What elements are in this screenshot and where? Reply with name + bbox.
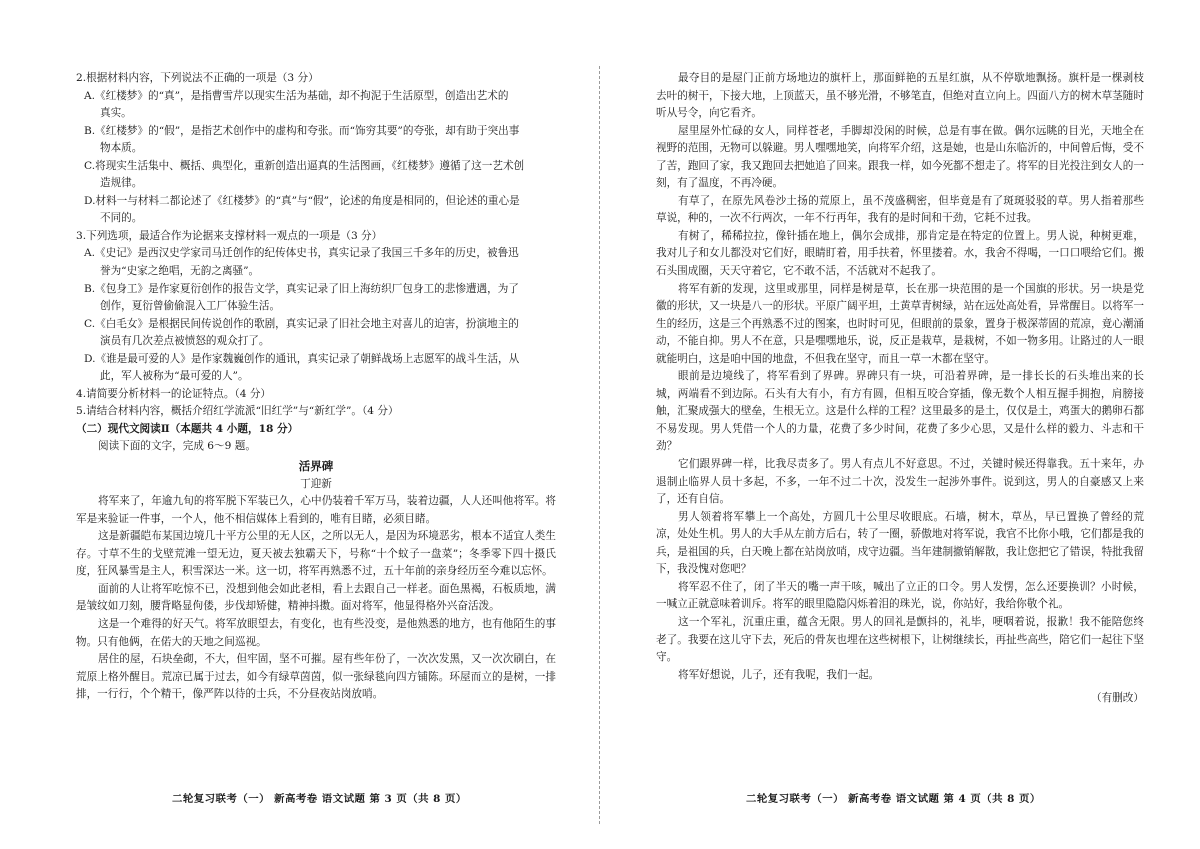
q3-option-c: C.《白毛女》是根据民间传说创作的歌剧，真实记录了旧社会地主对喜儿的迫害，扮演地主的 (84, 317, 519, 330)
article-paragraph: 将军有新的发现，这里或那里，同样是树是草，长在那一块范围的是一个国旗的形状。另一块是党徽的形状，又一块是八一的形状。平原广阔平坦，土黄草青树绿，站在远处高处看，异常醒目。以将军一生的经历，这是三个再熟悉不过的图案，也时时可见，但眼前的景象，置身于极深蒂固的荒凉，竟心潮涌动，不能自抑。男人不在意，只是嘿嘿地乐，说，反正是栽草，是栽树，不如一物多用。让路过的人一眼就能明白，这是咱中国的地盘，不但我在坚守，而且一草一木都在坚守。 (656, 282, 1144, 365)
q2-option-c-cont: 造规律。 (100, 177, 143, 190)
q2-option-d-cont: 不同的。 (100, 212, 143, 225)
q3-option-d: D.《谁是最可爱的人》是作家魏巍创作的通讯，真实记录了朝鲜战场上志愿军的战斗生活，从 (84, 352, 520, 365)
article-paragraph: 面前的人让将军吃惊不已，没想到他会如此老相，看上去跟自己一样老。面色黑褐，石板质地，满是皱纹如刀刻，腰背略显佝偻，步伐却矫健，精神抖擞。面对将军，他显得格外兴奋活泼。 (76, 582, 556, 613)
article-paragraph: 眼前是边境线了，将军看到了界碑。界碑只有一块，可沿着界碑，是一排长长的石头堆出来的长城，两端看不到边际。石头有大有小，有方有圆，但相互咬合穿插，像无数个人相互握手拥抱，肩膀接触，汇聚成强大的壁垒，生根无立。这是什么样的工程？这里最多的是土，仅仅是土，鸡蛋大的鹅卵石都不易发现。男人凭借一个人的力量，花费了多少时间，花费了多少心思，又是什么样的毅力、斗志和干劲？ (656, 370, 1144, 453)
article-paragraph: 将军好想说，儿子，还有我呢，我们一起。 (678, 668, 880, 681)
article-paragraph: 男人领着将军攀上一个高处，方圆几十公里尽收眼底。石墙，树木，草丛，早已置换了曾经的荒凉，处处生机。男人的大手从左前方后右，转了一圈，骄傲地对将军说，我官不比你小哦，它们都是我的兵，是祖国的兵，白天晚上都在站岗放哨，戍守边疆。当年建制撤销解散，我让您把它了错误，特批我留下，我没愧对您吧？ (656, 510, 1144, 576)
article-paragraph: 屋里屋外忙碌的女人，同样苍老，手脚却没闲的时候，总是有事在做。偶尔远眺的目光，天地全在视野的范围，无物可以躲避。男人嘿嘿地笑，向将军介绍，这是她，也是山东临沂的，中间曾后悔，受不了苦，跑回了家，我又跑回去把她追了回来。跟我一样，如今死都不想走了。将军的目光投注到女人的一刻，有了温度，不再冷硬。 (656, 124, 1144, 190)
article-paragraph: 有草了，在原先风卷沙土扬的荒原上，虽不茂盛稠密，但毕竟是有了斑斑驳驳的草。男人指着那些草说，种的，一次不行两次，一年不行再年，我有的是时间和干劲，它耗不过我。 (656, 194, 1144, 225)
article-paragraph: 将军忍不住了，闭了半天的嘴一声干咳，喊出了立正的口令。男人发愣，怎么还要换训？小时候，一喊立正就意味着训斥。将军的眼里隐隐闪烁着泪的珠光，说，你站好，我给你敬个礼。 (656, 580, 1144, 611)
left-page (76, 70, 556, 704)
q3-option-a-cont: 誉为“史家之绝唱，无韵之离骚”。 (100, 265, 260, 278)
section-heading: （二）现代文阅读Ⅱ（本题共 4 小题，18 分） (76, 422, 299, 435)
q2-option-b-cont: 物本质。 (100, 142, 143, 155)
article-paragraph: 有树了，稀稀拉拉，像针插在地上，偶尔会成排，那肯定是在特定的位置上。男人说，种树更难，我对儿子和女儿都没对它们好，眼睛盯着，用手扶着，怀里搂着。水，我舍不得喝，一口口喂给它们。搬石头围成圈，天天守着它，它不敢不活，不活就对不起我了。 (656, 229, 1144, 278)
question-3-stem: 3.下列选项，最适合作为论据来支撑材料一观点的一项是（3 分） (76, 229, 383, 242)
article-paragraph: 这是新疆皑布某国边境几十平方公里的无人区，之所以无人，是因为环境恶劣，根本不适宜人类生存。寸草不生的戈壁荒滩一望无边，夏天被去独霸天下，号称“十个蚊子一盘菜”；冬季零下四十摄氏度，狂风暴雪是主人，积雪深达一米。这一切，将军再熟悉不过，五十年前的亲身经历至今难以忘怀。 (76, 530, 556, 578)
edit-note: （有删改） (1091, 692, 1144, 705)
q2-option-a: A.《红楼梦》的“真”，是指曹雪芹以现实生活为基础，却不拘泥于生活原型，创造出艺术的 (84, 89, 509, 102)
q2-option-d: D.材料一与材料二都论述了《红楼梦》的“真”与“假”，论述的角度是相同的，但论述的重心是 (84, 194, 520, 207)
article-paragraph: 这是一个难得的好天气。将军放眼望去，有变化，也有些没变，是他熟悉的地方，也有他陌生的事物。只有他俩，在偌大的天地之间巡视。 (76, 617, 556, 648)
q2-option-a-cont: 真实。 (100, 107, 132, 120)
q3-option-b-cont: 创作，夏衍曾偷偷混入工厂体验生活。 (100, 300, 281, 313)
article-paragraph: 它们跟界碑一样，比我尽责多了。男人有点儿不好意思。不过，关键时候还得靠我。五十来年，办退制止临界人员十多起，不多，一年不过二十次，没发生一起涉外事件。说到这，男人的自豪感又上来了，还有自信。 (656, 458, 1144, 506)
q3-option-a: A.《史记》是西汉史学家司马迁创作的纪传体史书，真实记录了我国三千多年的历史，被鲁迅 (84, 247, 519, 260)
page-divider (599, 66, 600, 824)
article-paragraph: 最夺目的是屋门正前方场地边的旗杆上，那面鲜艳的五星红旗，从不停歇地飘扬。旗杆是一棵剥枝去叶的树干，下接大地，上顶蓝天，虽不够光滑，不够笔直，但绝对直立向上。四面八方的树木草茎随时听从号令，向它看齐。 (656, 72, 1144, 120)
page-footer-right: 二轮复习联考（一） 新高考卷 语文试题 第 4 页（共 8 页） (746, 793, 1041, 805)
q3-option-d-cont: 此，军人被称为“最可爱的人”。 (100, 370, 249, 383)
q3-option-c-cont: 演员有几次差点被愤怒的观众打了。 (100, 335, 270, 348)
question-4: 4.请简要分析材料一的论证特点。（4 分） (76, 387, 272, 400)
question-2-stem: 2.根据材料内容，下列说法不正确的一项是（3 分） (76, 72, 319, 84)
article-paragraph: 居住的屋，石块垒砌，不大，但牢固，坚不可摧。屋有些年份了，一次次发黑，又一次次刷白，在荒原上格外醒目。荒凉已属于过去，如今有绿草茵茵，似一张绿毯向四方铺陈。环屋而立的是树，一排排，一行行，个个精干，像严阵以待的士兵，不分昼夜站岗放哨。 (76, 653, 556, 701)
article-title: 活界碑 (298, 459, 334, 474)
article-paragraph: 将军来了，年逾九旬的将军脱下军装已久，心中仍装着千军万马，装着边疆，人人还叫他将军。将军是来验证一件事，一个人，他不相信媒体上看到的，唯有目睹，必须目睹。 (76, 495, 556, 525)
article-author: 丁迎新 (300, 477, 332, 490)
q3-option-b: B.《包身工》是作家夏衍创作的报告文学，真实记录了旧上海纺织厂包身工的悲惨遭遇，为了 (84, 282, 519, 295)
right-page (656, 70, 1144, 708)
q2-option-c: C.将现实生活集中、概括、典型化，重新创造出逼真的生活图画，《红楼梦》遵循了这一艺术创 (84, 159, 525, 172)
q2-option-b: B.《红楼梦》的“假”，是指艺术创作中的虚构和夸张。而“饰穷其要”的夸张，却有助于突出事 (84, 124, 520, 137)
question-5: 5.请结合材料内容，概括介绍红学流派“旧红学”与“新红学”。（4 分） (76, 405, 399, 418)
reading-instruction: 阅读下面的文字，完成 6～9 题。 (98, 440, 256, 453)
article-paragraph: 这一个军礼，沉重庄重，蕴含无限。男人的回礼是颤抖的，礼毕，哽咽着说，报歉！我不能陪您终老了。我要在这儿守下去，死后的骨灰也埋在这些树根下，让树继续长，再扯些高些，陪它们一起往下坚守。 (656, 615, 1144, 664)
page-footer-left: 二轮复习联考（一） 新高考卷 语文试题 第 3 页（共 8 页） (172, 793, 467, 805)
